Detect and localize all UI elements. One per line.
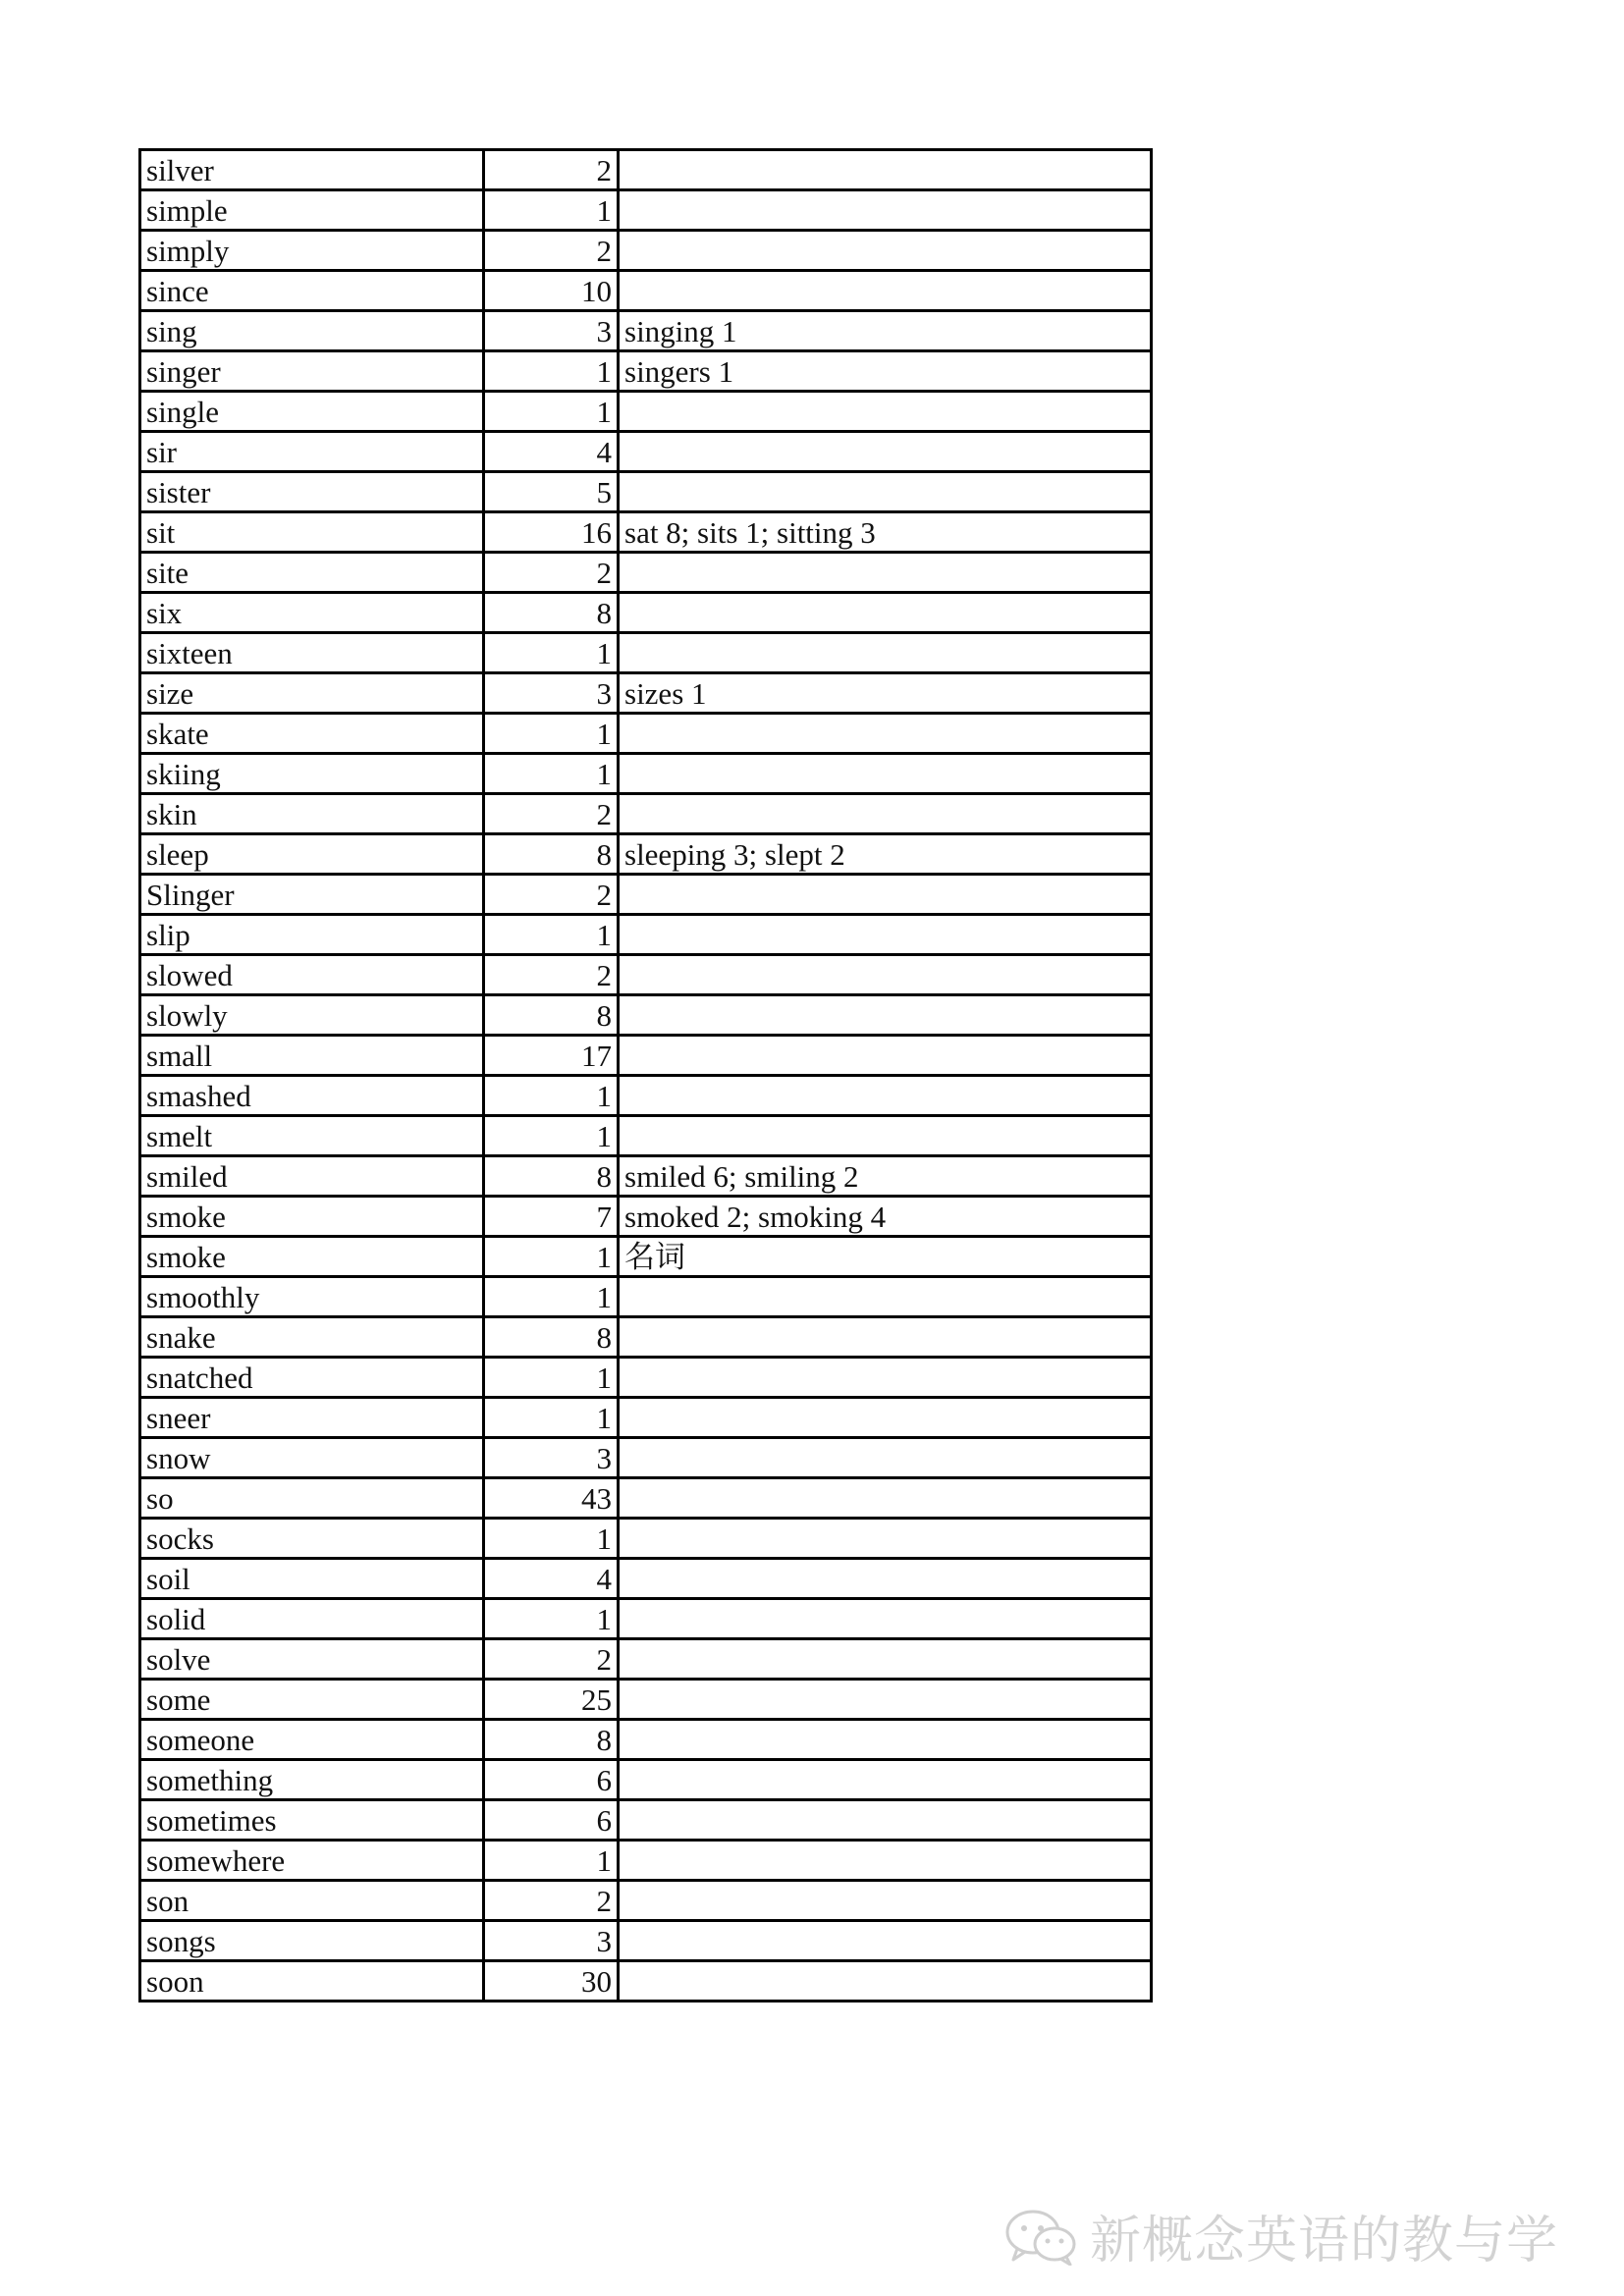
count-cell: 2 [484,150,619,190]
forms-cell [619,1358,1152,1398]
count-cell: 1 [484,1398,619,1438]
forms-cell: 名词 [619,1237,1152,1277]
forms-cell [619,553,1152,593]
word-frequency-table-body [140,150,1152,2002]
word-cell: slowly [140,995,484,1036]
word-cell: smashed [140,1076,484,1116]
word-cell: singer [140,351,484,392]
forms-cell [619,875,1152,915]
forms-cell [619,1076,1152,1116]
table-row [140,1277,1152,1317]
table-row [140,553,1152,593]
word-cell: son [140,1881,484,1921]
count-cell: 2 [484,553,619,593]
count-cell: 1 [484,1076,619,1116]
forms-cell: sleeping 3; slept 2 [619,834,1152,875]
count-cell: 2 [484,875,619,915]
forms-cell [619,1921,1152,1961]
table-row [140,1599,1152,1639]
forms-cell: sizes 1 [619,673,1152,714]
table-row [140,1116,1152,1156]
forms-cell [619,190,1152,231]
count-cell: 1 [484,1116,619,1156]
forms-cell [619,754,1152,794]
word-frequency-table [138,148,1153,2002]
count-cell: 1 [484,1519,619,1559]
table-row [140,1961,1152,2002]
count-cell: 1 [484,714,619,754]
table-row [140,754,1152,794]
word-cell: sometimes [140,1800,484,1841]
forms-cell [619,714,1152,754]
forms-cell: smiled 6; smiling 2 [619,1156,1152,1197]
count-cell: 2 [484,1639,619,1680]
table-row [140,1398,1152,1438]
word-cell: solve [140,1639,484,1680]
forms-cell [619,593,1152,633]
count-cell: 3 [484,311,619,351]
table-row [140,1921,1152,1961]
forms-cell [619,1277,1152,1317]
table-row [140,1720,1152,1760]
forms-cell [619,392,1152,432]
forms-cell [619,1398,1152,1438]
table-row [140,1317,1152,1358]
word-cell: six [140,593,484,633]
word-cell: smelt [140,1116,484,1156]
word-cell: sneer [140,1398,484,1438]
count-cell: 8 [484,593,619,633]
forms-cell [619,915,1152,955]
forms-cell [619,1639,1152,1680]
forms-cell [619,1680,1152,1720]
word-cell: so [140,1478,484,1519]
count-cell: 6 [484,1760,619,1800]
table-row [140,1881,1152,1921]
forms-cell [619,1116,1152,1156]
word-cell: snatched [140,1358,484,1398]
table-row [140,955,1152,995]
table-row [140,1639,1152,1680]
word-cell: size [140,673,484,714]
forms-cell [619,472,1152,512]
count-cell: 1 [484,351,619,392]
table-row [140,190,1152,231]
word-cell: sit [140,512,484,553]
word-cell: skate [140,714,484,754]
table-row [140,1036,1152,1076]
count-cell: 6 [484,1800,619,1841]
forms-cell [619,633,1152,673]
count-cell: 3 [484,1438,619,1478]
word-cell: skiing [140,754,484,794]
word-cell: someone [140,1720,484,1760]
table-row [140,150,1152,190]
table-row [140,351,1152,392]
forms-cell [619,995,1152,1036]
count-cell: 25 [484,1680,619,1720]
count-cell: 8 [484,1720,619,1760]
word-cell: socks [140,1519,484,1559]
word-cell: silver [140,150,484,190]
table-row [140,673,1152,714]
word-cell: soil [140,1559,484,1599]
forms-cell [619,231,1152,271]
table-row [140,915,1152,955]
wechat-icon [1003,2207,1080,2266]
forms-cell [619,1881,1152,1921]
table-row [140,794,1152,834]
forms-cell [619,1519,1152,1559]
word-cell: soon [140,1961,484,2002]
count-cell: 1 [484,1277,619,1317]
count-cell: 17 [484,1036,619,1076]
word-cell: slowed [140,955,484,995]
table-row [140,1680,1152,1720]
word-cell: site [140,553,484,593]
word-cell: sixteen [140,633,484,673]
count-cell: 43 [484,1478,619,1519]
forms-cell [619,1841,1152,1881]
word-cell: Slinger [140,875,484,915]
count-cell: 5 [484,472,619,512]
count-cell: 3 [484,1921,619,1961]
count-cell: 1 [484,1358,619,1398]
forms-cell [619,1961,1152,2002]
count-cell: 1 [484,190,619,231]
table-row [140,512,1152,553]
table-row [140,271,1152,311]
word-cell: smoke [140,1237,484,1277]
count-cell: 2 [484,794,619,834]
count-cell: 16 [484,512,619,553]
forms-cell [619,1720,1152,1760]
table-row [140,472,1152,512]
forms-cell [619,1760,1152,1800]
table-row [140,392,1152,432]
count-cell: 2 [484,1881,619,1921]
count-cell: 1 [484,1237,619,1277]
word-cell: small [140,1036,484,1076]
table-row [140,593,1152,633]
count-cell: 1 [484,633,619,673]
forms-cell [619,1478,1152,1519]
table-row [140,995,1152,1036]
count-cell: 7 [484,1197,619,1237]
count-cell: 30 [484,1961,619,2002]
watermark-text: 新概念英语的教与学 [1090,2212,1559,2270]
word-cell: something [140,1760,484,1800]
table-row [140,311,1152,351]
forms-cell [619,1036,1152,1076]
table-row [140,1237,1152,1277]
forms-cell: smoked 2; smoking 4 [619,1197,1152,1237]
forms-cell: singing 1 [619,311,1152,351]
table-row [140,432,1152,472]
count-cell: 8 [484,995,619,1036]
forms-cell [619,271,1152,311]
word-cell: smiled [140,1156,484,1197]
word-cell: solid [140,1599,484,1639]
word-cell: songs [140,1921,484,1961]
count-cell: 1 [484,1599,619,1639]
forms-cell [619,1800,1152,1841]
forms-cell [619,1317,1152,1358]
word-cell: since [140,271,484,311]
forms-cell: sat 8; sits 1; sitting 3 [619,512,1152,553]
word-cell: sir [140,432,484,472]
count-cell: 8 [484,834,619,875]
word-cell: sister [140,472,484,512]
table-row [140,1800,1152,1841]
forms-cell [619,1559,1152,1599]
count-cell: 8 [484,1317,619,1358]
table-row [140,1076,1152,1116]
word-cell: somewhere [140,1841,484,1881]
word-cell: sleep [140,834,484,875]
forms-cell: singers 1 [619,351,1152,392]
forms-cell [619,150,1152,190]
table-row [140,1156,1152,1197]
word-cell: sing [140,311,484,351]
count-cell: 1 [484,1841,619,1881]
count-cell: 4 [484,1559,619,1599]
table-row [140,1760,1152,1800]
table-row [140,1197,1152,1237]
word-cell: snake [140,1317,484,1358]
word-cell: simply [140,231,484,271]
forms-cell [619,1438,1152,1478]
count-cell: 2 [484,955,619,995]
forms-cell [619,1599,1152,1639]
table-row [140,834,1152,875]
table-row [140,1358,1152,1398]
word-cell: some [140,1680,484,1720]
table-row [140,1841,1152,1881]
count-cell: 8 [484,1156,619,1197]
forms-cell [619,955,1152,995]
count-cell: 1 [484,754,619,794]
watermark [1003,2199,1558,2272]
table-row [140,231,1152,271]
count-cell: 1 [484,392,619,432]
count-cell: 4 [484,432,619,472]
count-cell: 10 [484,271,619,311]
count-cell: 3 [484,673,619,714]
table-row [140,1438,1152,1478]
forms-cell [619,794,1152,834]
count-cell: 1 [484,915,619,955]
word-cell: smoothly [140,1277,484,1317]
word-cell: smoke [140,1197,484,1237]
word-cell: simple [140,190,484,231]
table-row [140,875,1152,915]
table-row [140,714,1152,754]
word-cell: skin [140,794,484,834]
table-row [140,1478,1152,1519]
count-cell: 2 [484,231,619,271]
word-cell: snow [140,1438,484,1478]
table-row [140,1559,1152,1599]
table-row [140,633,1152,673]
word-cell: single [140,392,484,432]
forms-cell [619,432,1152,472]
table-row [140,1519,1152,1559]
word-cell: slip [140,915,484,955]
